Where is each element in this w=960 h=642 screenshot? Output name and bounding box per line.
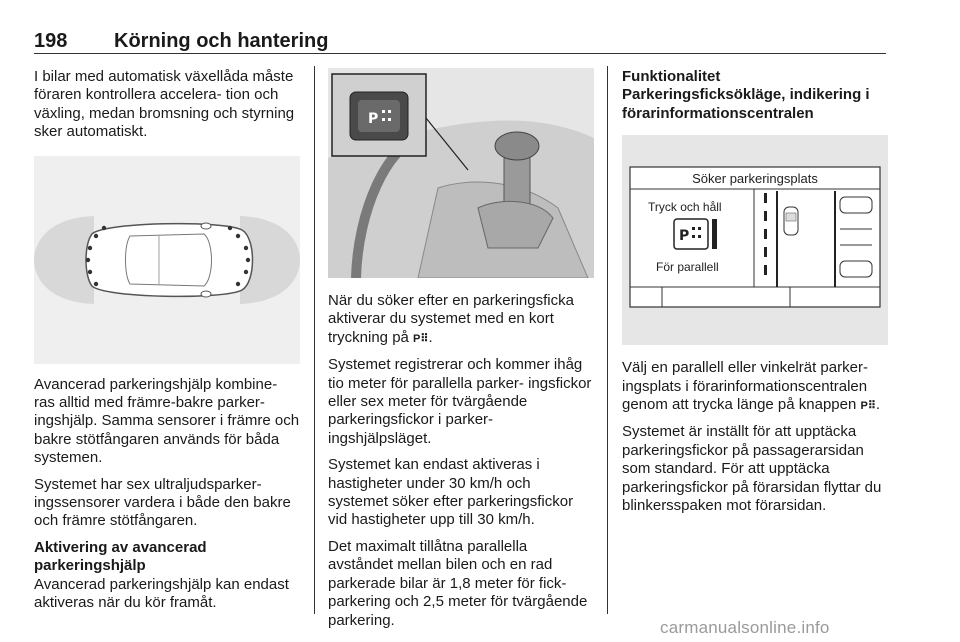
- display-hold-text: Tryck och håll: [648, 200, 722, 215]
- sensor-coverage-figure: [34, 156, 300, 364]
- paragraph: När du söker efter en parkeringsficka aktiverar du systemet med en kort tryckning på P⠿.: [328, 292, 594, 348]
- display-mode-text: För parallell: [656, 260, 719, 275]
- paragraph: Systemet registrerar och kommer ihåg tio meter för parallella parker- ingsfickor eller sex meter för tvärgående parkeringsfickor i parker- ingshjälpsläget.: [328, 356, 592, 447]
- column-divider: [607, 66, 608, 614]
- paragraph: Välj en parallell eller vinkelrät parker- ingsplats i förarinformationscentralen genom att trycka länge på knappen P⠿.: [622, 359, 888, 415]
- console-figure: [328, 68, 594, 278]
- paragraph: Det maximalt tillåtna parallella avståndet mellan bilen och en rad parkerade bilar är 1,8 meter för fick- parkering och 2,5 meter för tvärgående parkering.: [328, 537, 588, 629]
- page-number: 198: [34, 30, 68, 52]
- paragraph: Avancerad parkeringshjälp kombine- ras alltid med främre-bakre parker- ingshjälp. Samma sensorer i främre och bakre stötfångaren används för båda systemen.: [34, 375, 300, 467]
- paragraph: Systemet är inställt för att upptäcka parkeringsfickor på passagerarsidan som standard. För att upptäcka parkeringsfickor på förarsidan flyttar du blinkersspaken mot förarsidan.: [622, 423, 882, 515]
- sub-heading: Parkeringsficksökläge, indikering i förarinformationscentralen: [622, 86, 870, 122]
- paragraph: Avancerad parkeringshjälp kan endast aktiveras när du kör framåt.: [34, 575, 289, 612]
- page-header: [34, 30, 886, 54]
- center-console-illustration: [328, 68, 594, 278]
- parking-assist-icon: P⠿: [860, 400, 876, 413]
- intro-paragraph: I bilar med automatisk växellåda måste föraren kontrollera accelera- tion och växling, medan bromsning och styrning sker automatiskt.: [34, 68, 295, 141]
- parking-assist-icon: P: [679, 228, 690, 245]
- display-title: Söker parkeringsplats: [692, 171, 818, 187]
- driver-info-display-figure: [622, 135, 888, 345]
- section-heading: Funktionalitet: [622, 68, 721, 85]
- column-1: [34, 68, 300, 621]
- paragraph: Systemet har sex ultraljudsparker- ingssensorer vardera i både den bakre och främre stötfångaren.: [34, 475, 291, 530]
- car-top-view-icon: [34, 156, 300, 364]
- section-heading: Aktivering av avancerad parkeringshjälp: [34, 538, 207, 575]
- watermark: carmanualsonline.info: [660, 618, 830, 637]
- parking-assist-icon: P⠿: [413, 332, 429, 345]
- column-divider: [314, 66, 315, 614]
- svg-text:P: P: [368, 111, 379, 127]
- column-3: [622, 68, 888, 523]
- paragraph: Systemet kan endast aktiveras i hastigheter under 30 km/h och systemet söker efter parkeringsfickor vid hastigheter upp till 30 km/h.: [328, 456, 574, 529]
- chapter-title: Körning och hantering: [114, 30, 329, 52]
- column-2: [328, 68, 594, 638]
